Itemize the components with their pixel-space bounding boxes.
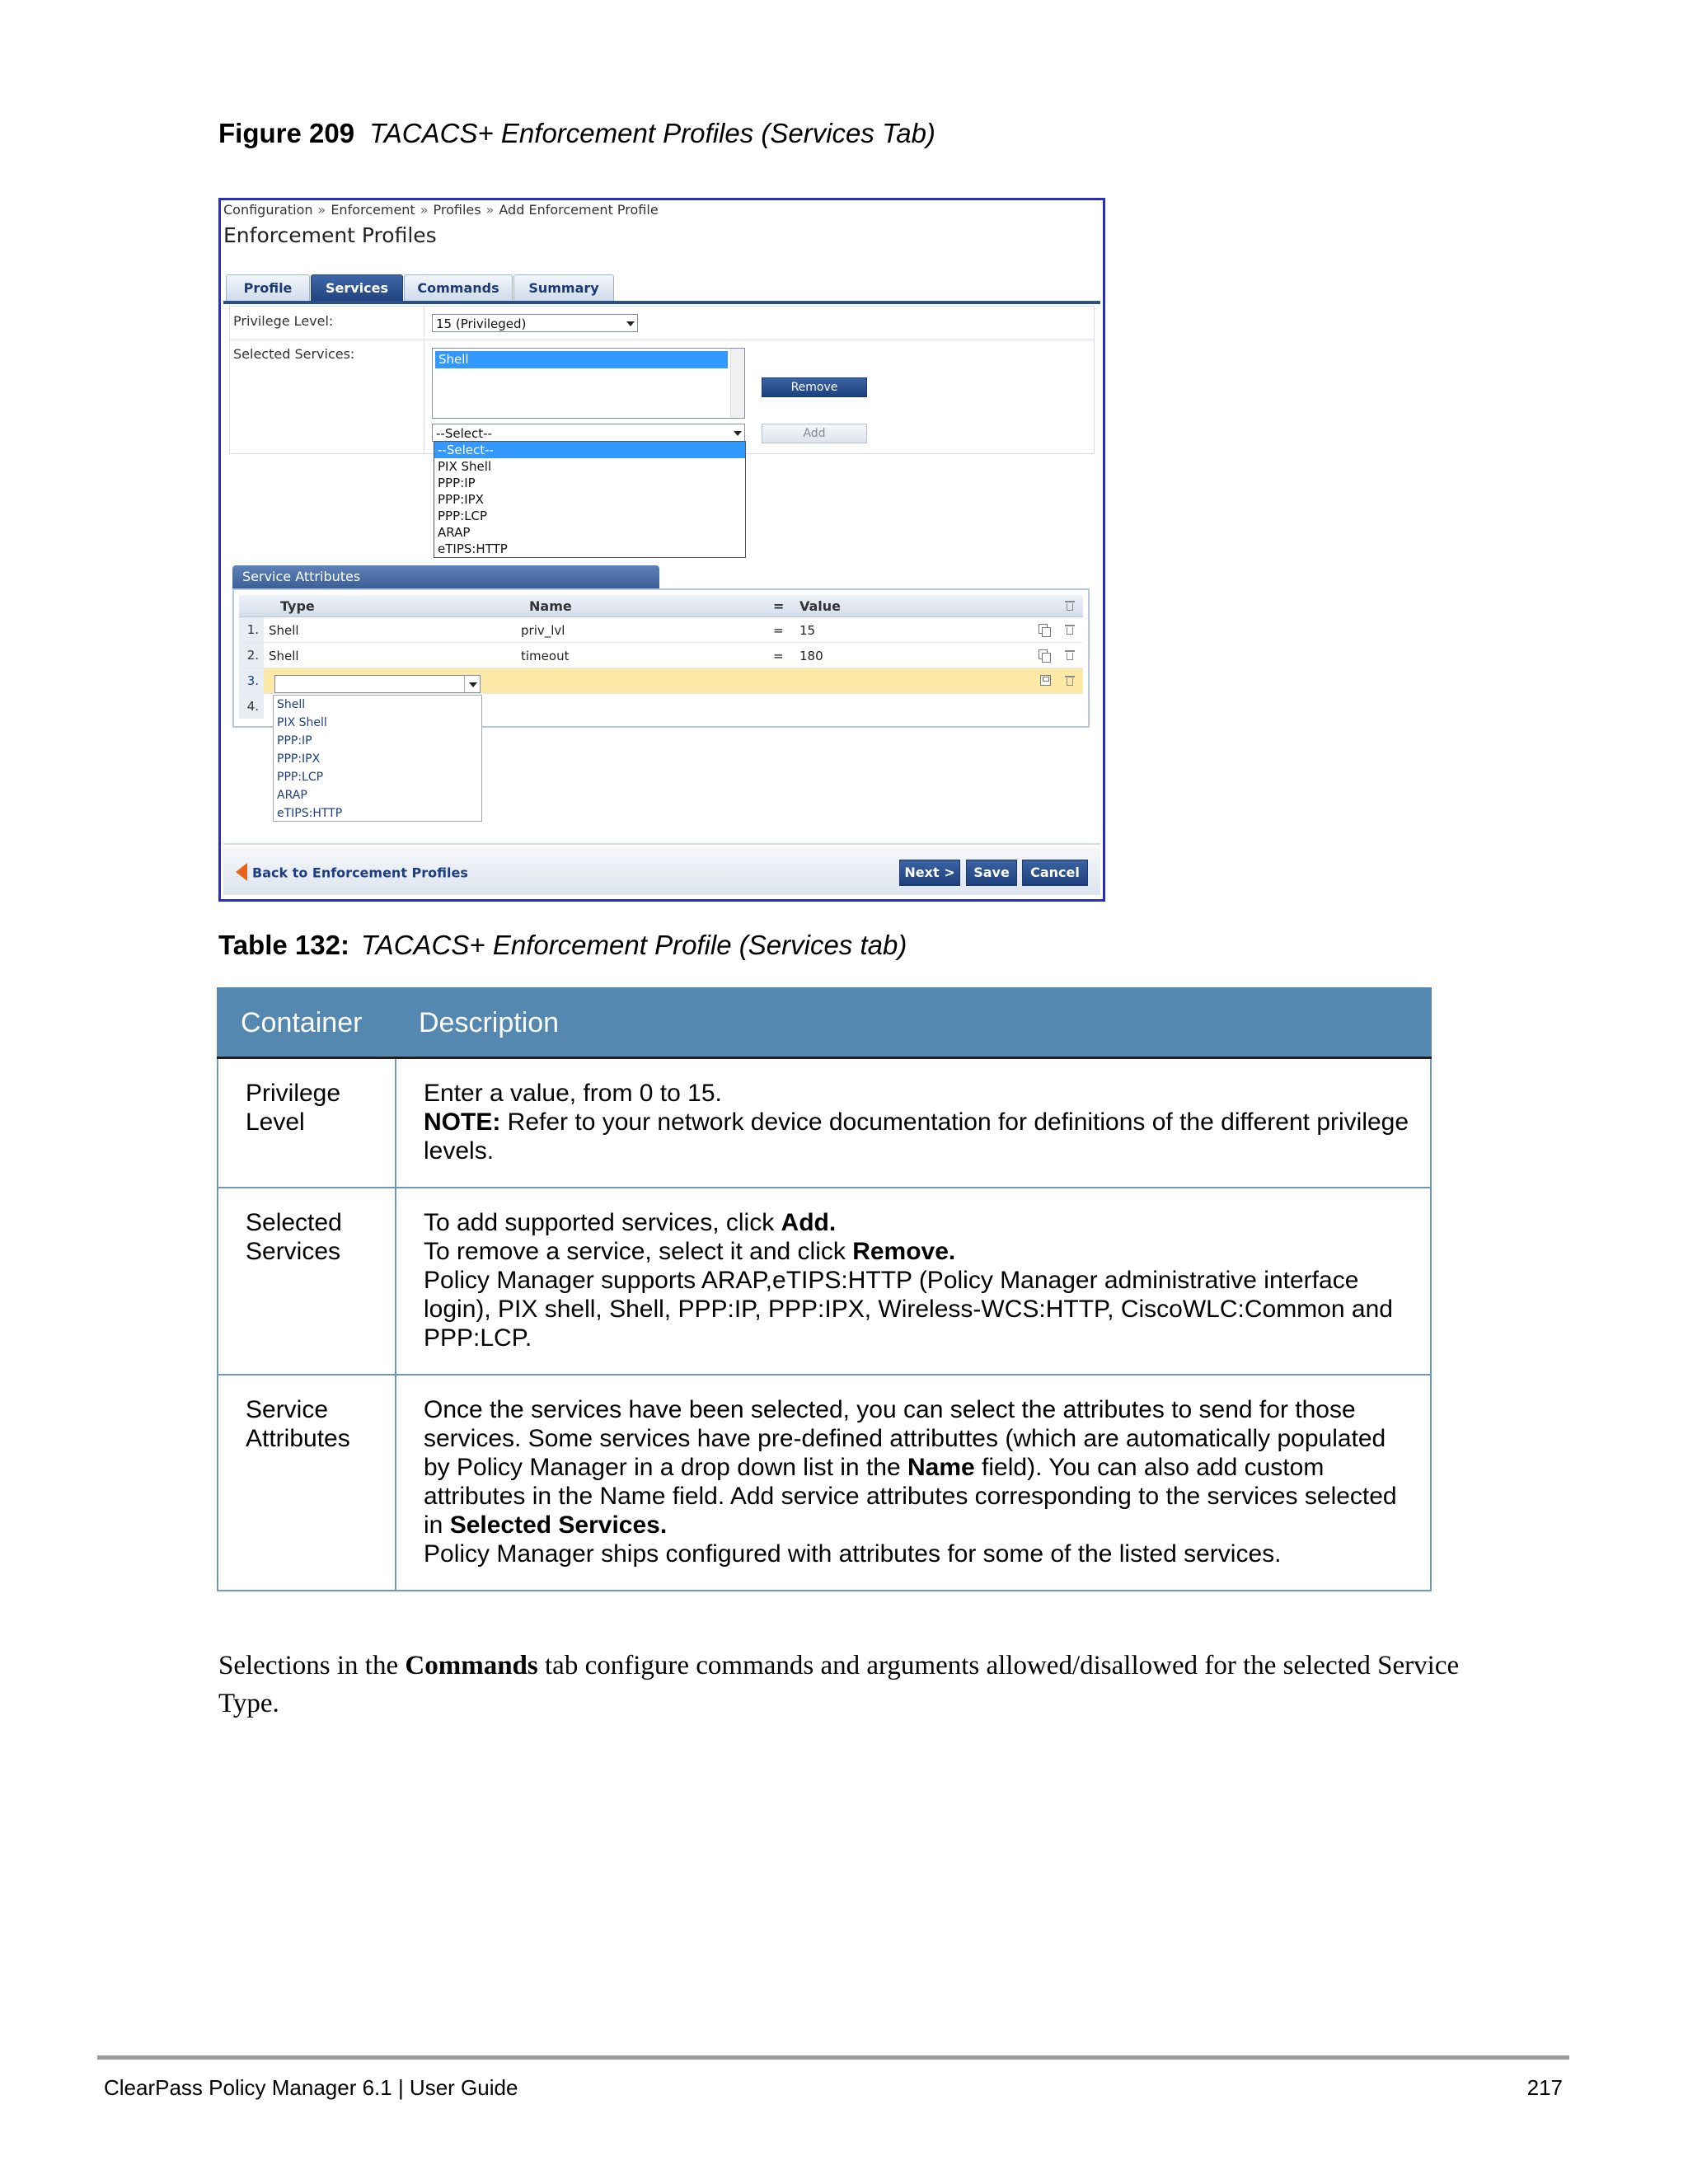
description-cell: Once the services have been selected, you can select the attributes to send for those services. Some services have pre-defined attributtes (which are automatically populated by Policy Manager in a drop down list in the Name field). You can also add custom attributes in the Name field. Add service attributes corresponding to the services selected in Selected Services. Policy Manager ships configured with attributes for some of the listed services. xyxy=(396,1375,1431,1591)
table-row[interactable]: 1. Shell priv_lvl = 15 xyxy=(239,617,1083,643)
breadcrumb-item-profiles[interactable]: Profiles xyxy=(433,202,481,218)
save-icon[interactable] xyxy=(1040,675,1051,686)
dropdown-option[interactable]: --Select-- xyxy=(434,442,745,458)
dropdown-option[interactable]: PPP:IPX xyxy=(277,752,321,766)
type-dropdown-list xyxy=(273,695,482,822)
table-row[interactable]: 2. Shell timeout = 180 xyxy=(239,643,1083,668)
container-cell: Privilege Level xyxy=(218,1058,396,1188)
service-attributes-header: Service Attributes xyxy=(232,565,659,588)
next-button[interactable]: Next > xyxy=(899,860,960,886)
trash-icon[interactable] xyxy=(1065,600,1075,612)
back-arrow-icon xyxy=(236,863,247,881)
privilege-level-select[interactable]: 15 (Privileged) xyxy=(432,314,638,332)
type-select[interactable] xyxy=(274,675,481,693)
copy-icon[interactable] xyxy=(1039,624,1050,635)
dropdown-option[interactable]: PPP:LCP xyxy=(277,771,324,784)
dropdown-option[interactable]: eTIPS:HTTP xyxy=(277,807,343,820)
dropdown-option[interactable]: eTIPS:HTTP xyxy=(438,541,508,556)
dropdown-option[interactable]: PPP:IP xyxy=(438,476,476,490)
table-row xyxy=(218,1375,1431,1591)
list-scrollbar[interactable] xyxy=(730,349,744,418)
table-title: TACACS+ Enforcement Profile (Services tab) xyxy=(360,930,907,960)
page-number: 217 xyxy=(1526,2075,1563,2100)
table-caption xyxy=(218,930,907,961)
dropdown-option[interactable]: PPP:IPX xyxy=(438,492,484,507)
breadcrumb-item-configuration[interactable]: Configuration xyxy=(223,202,313,218)
figure-number: Figure 209 xyxy=(218,118,355,148)
column-eq: = xyxy=(773,598,785,614)
remove-button[interactable]: Remove xyxy=(762,377,867,397)
cancel-button[interactable]: Cancel xyxy=(1022,860,1088,886)
table-number: Table 132: xyxy=(218,930,349,960)
tab-summary[interactable]: Summary xyxy=(513,274,614,302)
description-cell: To add supported services, click Add. To remove a service, select it and click Remove. Policy Manager supports ARAP,eTIPS:HTTP (Policy Manager administrative interface login), PIX shell, Shell, PPP:IP, PPP:IPX, Wireless-WCS:HTTP, CiscoWLC:Common and PPP:LCP. xyxy=(396,1188,1431,1375)
column-type: Type xyxy=(280,598,315,614)
body-paragraph: Selections in the Commands tab configure commands and arguments allowed/disallowed for the selected Service Type. xyxy=(218,1651,1460,1718)
column-value: Value xyxy=(799,598,842,614)
footer-title: ClearPass Policy Manager 6.1 | User Guide xyxy=(104,2075,518,2100)
trash-icon[interactable] xyxy=(1065,624,1075,635)
service-dropdown-list xyxy=(434,441,746,558)
dropdown-option[interactable]: PIX Shell xyxy=(438,459,492,474)
selected-services-list[interactable] xyxy=(432,348,745,419)
column-container: Container xyxy=(218,988,396,1058)
container-cell: Selected Services xyxy=(218,1188,396,1375)
dropdown-option[interactable]: Shell xyxy=(277,698,306,711)
figure-caption xyxy=(218,118,935,149)
description-table xyxy=(217,987,1432,1591)
tab-commands[interactable]: Commands xyxy=(404,274,513,302)
grid-header xyxy=(239,595,1083,617)
add-button[interactable]: Add xyxy=(762,424,867,443)
selected-service-item[interactable]: Shell xyxy=(435,351,728,368)
tab-profile[interactable]: Profile xyxy=(226,274,310,302)
dropdown-option[interactable]: ARAP xyxy=(277,789,307,802)
screenshot-frame xyxy=(218,198,1105,902)
copy-icon[interactable] xyxy=(1039,649,1050,661)
column-name: Name xyxy=(529,598,572,614)
trash-icon[interactable] xyxy=(1065,675,1075,687)
chevron-down-icon xyxy=(464,676,480,692)
tab-bar-underline xyxy=(223,301,1100,304)
tab-services[interactable]: Services xyxy=(311,274,403,302)
figure-title: TACACS+ Enforcement Profiles (Services Tab) xyxy=(369,118,935,148)
back-to-profiles-link[interactable]: Back to Enforcement Profiles xyxy=(236,865,468,883)
chevron-down-icon xyxy=(729,424,744,441)
breadcrumb-item-enforcement[interactable]: Enforcement xyxy=(331,202,415,218)
table-row xyxy=(218,1058,1431,1188)
selected-services-label: Selected Services: xyxy=(233,346,355,362)
service-select[interactable]: --Select-- xyxy=(432,424,745,442)
breadcrumb-item-current: Add Enforcement Profile xyxy=(499,202,659,218)
table-row[interactable]: 4. xyxy=(239,694,1083,719)
column-description: Description xyxy=(396,988,1431,1058)
footer-rule xyxy=(97,2055,1569,2060)
page-title: Enforcement Profiles xyxy=(223,223,437,247)
breadcrumb: Configuration » Enforcement » Profiles » Add Enforcement Profile xyxy=(223,202,659,218)
chevron-down-icon xyxy=(622,315,637,331)
save-button[interactable]: Save xyxy=(966,860,1017,886)
table-row xyxy=(218,1188,1431,1375)
dropdown-option[interactable]: ARAP xyxy=(438,525,471,540)
dropdown-option[interactable]: PIX Shell xyxy=(277,716,327,729)
description-cell: Enter a value, from 0 to 15. NOTE: Refer to your network device documentation for definitions of the different privilege levels. xyxy=(396,1058,1431,1188)
table-header-row xyxy=(218,988,1431,1058)
table-row-editing[interactable]: 3. xyxy=(239,668,1083,694)
privilege-level-label: Privilege Level: xyxy=(233,313,334,329)
dropdown-option[interactable]: PPP:LCP xyxy=(438,509,488,523)
services-form xyxy=(229,306,1095,454)
container-cell: Service Attributes xyxy=(218,1375,396,1591)
dropdown-option[interactable]: PPP:IP xyxy=(277,734,312,748)
trash-icon[interactable] xyxy=(1065,649,1075,661)
